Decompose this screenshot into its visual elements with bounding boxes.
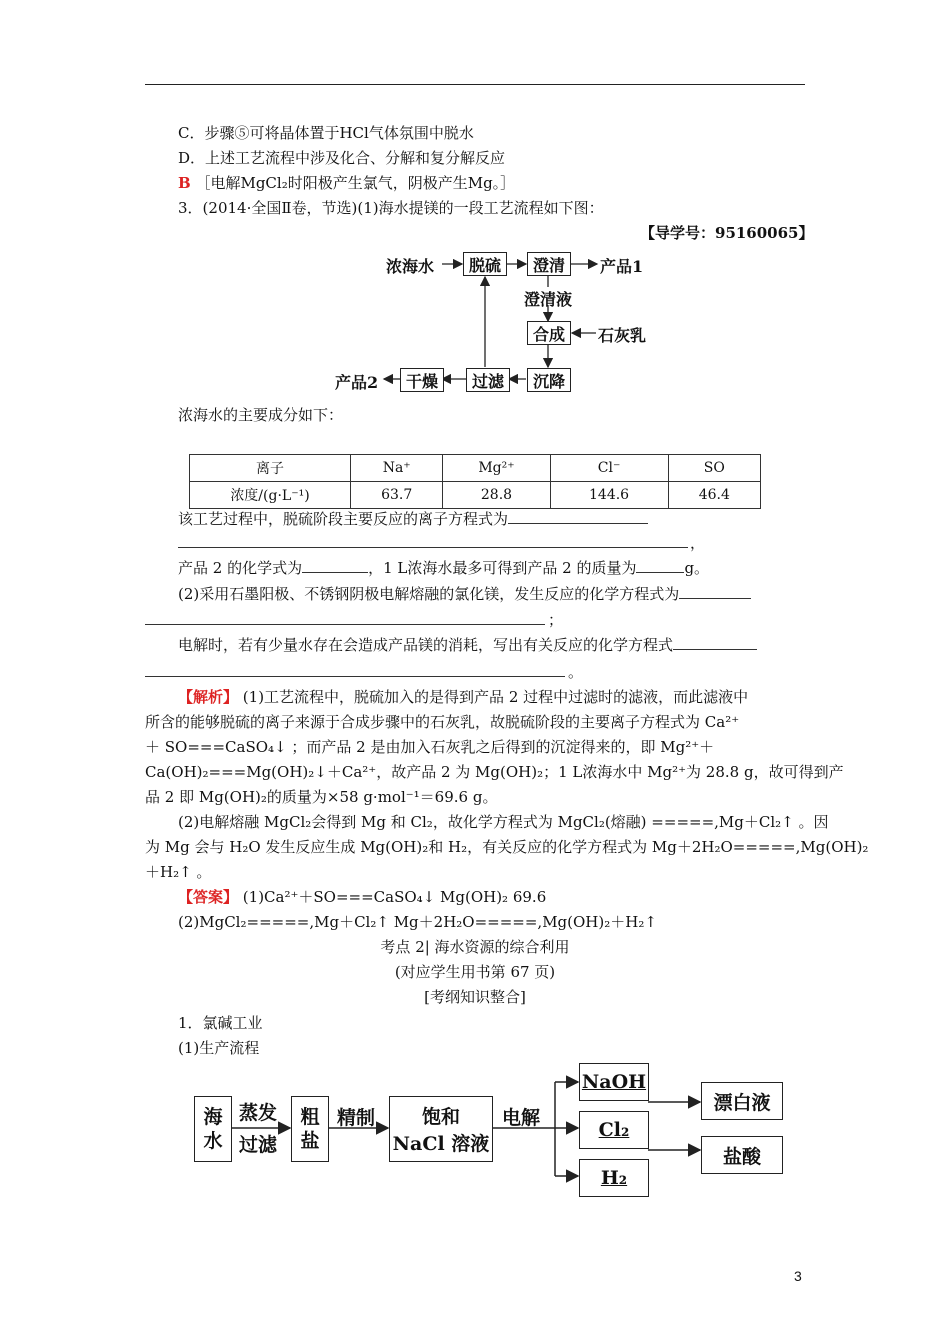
answer-text: (1)Ca²⁺＋SO===CaSO₄↓ Mg(OH)₂ 69.6	[242, 888, 547, 906]
option-c: C．步骤⑤可将晶体置于HCl气体氛围中脱水	[178, 124, 474, 142]
answer-letter: B	[178, 174, 191, 192]
table-header: Na⁺	[351, 455, 443, 482]
box-clarification: 澄清	[527, 252, 571, 276]
question-product2-b: ，1 L浓海水最多可得到产品 2 的质量为	[368, 559, 637, 577]
table-header: Cl⁻	[550, 455, 668, 482]
analysis-tag: 【解析】	[178, 688, 239, 706]
box-bleach: 漂白液	[701, 1082, 783, 1120]
analysis-text: ＋H₂↑ 。	[145, 863, 212, 881]
box-naoh	[579, 1063, 649, 1101]
box-h2-text: H₂	[600, 1167, 628, 1189]
question-3: 3．(2014·全国Ⅱ卷，节选)(1)海水提镁的一段工艺流程如下图：	[178, 199, 604, 217]
box-saturated-text: 饱和	[421, 1106, 460, 1128]
analysis-text: (2)电解熔融 MgCl₂会得到 Mg 和 Cl₂，故化学方程式为 MgCl₂(熔融) =====,Mg＋Cl₂↑ 。因	[178, 813, 829, 831]
box-cl2	[579, 1111, 649, 1149]
table-cell: 浓度/(g·L⁻¹)	[190, 482, 351, 509]
label-filter: 过滤	[239, 1134, 278, 1156]
item-1: 1．氯碱工业	[178, 1014, 263, 1032]
label-evaporate: 蒸发	[239, 1102, 278, 1124]
label-clear-liquid: 澄清液	[524, 290, 573, 309]
analysis-text: Ca(OH)₂===Mg(OH)₂↓＋Ca²⁺，故产品 2 为 Mg(OH)₂；1 L浓海水中 Mg²⁺为 28.8 g，故可得到产	[145, 763, 844, 781]
label-concentrated-seawater: 浓海水	[386, 257, 435, 276]
analysis-text: ＋ SO===CaSO₄↓ ；而产品 2 是由加入石灰乳之后得到的沉淀得来的，即 Mg²⁺＋	[145, 738, 715, 756]
box-seawater	[194, 1096, 232, 1162]
answer-explain: ［电解MgCl₂时阳极产生氯气，阴极产生Mg。］	[195, 174, 516, 192]
box-crude-salt	[291, 1096, 329, 1162]
label-electrolysis: 电解	[502, 1107, 541, 1129]
item-1a: (1)生产流程	[178, 1039, 260, 1057]
box-sedimentation: 沉降	[527, 368, 571, 392]
table-header: SO	[668, 455, 760, 482]
answer-text: (2)MgCl₂=====,Mg＋Cl₂↑ Mg＋2H₂O=====,Mg(OH)₂＋H₂↑	[178, 913, 657, 931]
label-product-1: 产品1	[600, 257, 644, 276]
box-h2	[579, 1159, 649, 1197]
box-nacl-text: NaCl 溶液	[392, 1133, 490, 1155]
table-header: Mg²⁺	[443, 455, 550, 482]
box-drying: 干燥	[400, 368, 444, 392]
table-cell: 28.8	[443, 482, 550, 509]
comma: ，	[690, 534, 706, 552]
box-cl2-text: Cl₂	[598, 1119, 630, 1141]
label-product-2: 产品2	[335, 373, 379, 392]
guide-number: 【导学号：95160065】	[640, 224, 814, 242]
section-title: 考点 2| 海水资源的综合利用	[380, 938, 570, 956]
box-filtration: 过滤	[466, 368, 510, 392]
question-desulf-text: 该工艺过程中，脱硫阶段主要反应的离子方程式为	[178, 510, 509, 528]
section-ref: (对应学生用书第 67 页)	[394, 963, 556, 981]
analysis-text: (1)工艺流程中，脱硫加入的是得到产品 2 过程中过滤时的滤液，而此滤液中	[242, 688, 749, 706]
answer-tag: 【答案】	[178, 888, 239, 906]
box-synthesis: 合成	[527, 321, 571, 345]
main-composition: 浓海水的主要成分如下：	[178, 406, 344, 424]
analysis-text: 品 2 即 Mg(OH)₂的质量为×58 g·mol⁻¹＝69.6 g。	[145, 788, 498, 806]
table-cell: 144.6	[550, 482, 668, 509]
section-sub: [考纲知识整合]	[424, 988, 526, 1006]
label-refine: 精制	[337, 1107, 376, 1129]
question-part2-text: (2)采用石墨阳极、不锈钢阴极电解熔融的氯化镁，发生反应的化学方程式为	[178, 585, 680, 603]
box-crude-salt-text: 粗 盐	[300, 1106, 320, 1152]
table-cell: 63.7	[351, 482, 443, 509]
page-number: 3	[794, 1268, 802, 1284]
question-product2-c: g。	[684, 559, 710, 577]
label-lime-milk: 石灰乳	[598, 326, 647, 345]
question-water-text: 电解时，若有少量水存在会造成产品镁的消耗，写出有关反应的化学方程式	[178, 636, 674, 654]
period: 。	[568, 663, 584, 681]
box-seawater-text: 海 水	[203, 1106, 223, 1152]
box-naoh-text: NaOH	[581, 1071, 647, 1093]
question-product2-a: 产品 2 的化学式为	[178, 559, 303, 577]
analysis-text: 所含的能够脱硫的离子来源于合成步骤中的石灰乳，故脱硫阶段的主要离子方程式为 Ca²⁺	[145, 713, 740, 731]
table-cell: 46.4	[668, 482, 760, 509]
semicolon: ；	[548, 611, 564, 629]
box-desulfurization: 脱硫	[463, 252, 507, 276]
box-saturated-nacl	[389, 1096, 493, 1162]
box-hydrochloric-acid: 盐酸	[701, 1136, 783, 1174]
analysis-text: 为 Mg 会与 H₂O 发生反应生成 Mg(OH)₂和 H₂，有关反应的化学方程式为 Mg＋2H₂O=====,Mg(OH)₂	[145, 838, 869, 856]
table-header: 离子	[190, 455, 351, 482]
option-d: D．上述工艺流程中涉及化合、分解和复分解反应	[178, 149, 506, 167]
